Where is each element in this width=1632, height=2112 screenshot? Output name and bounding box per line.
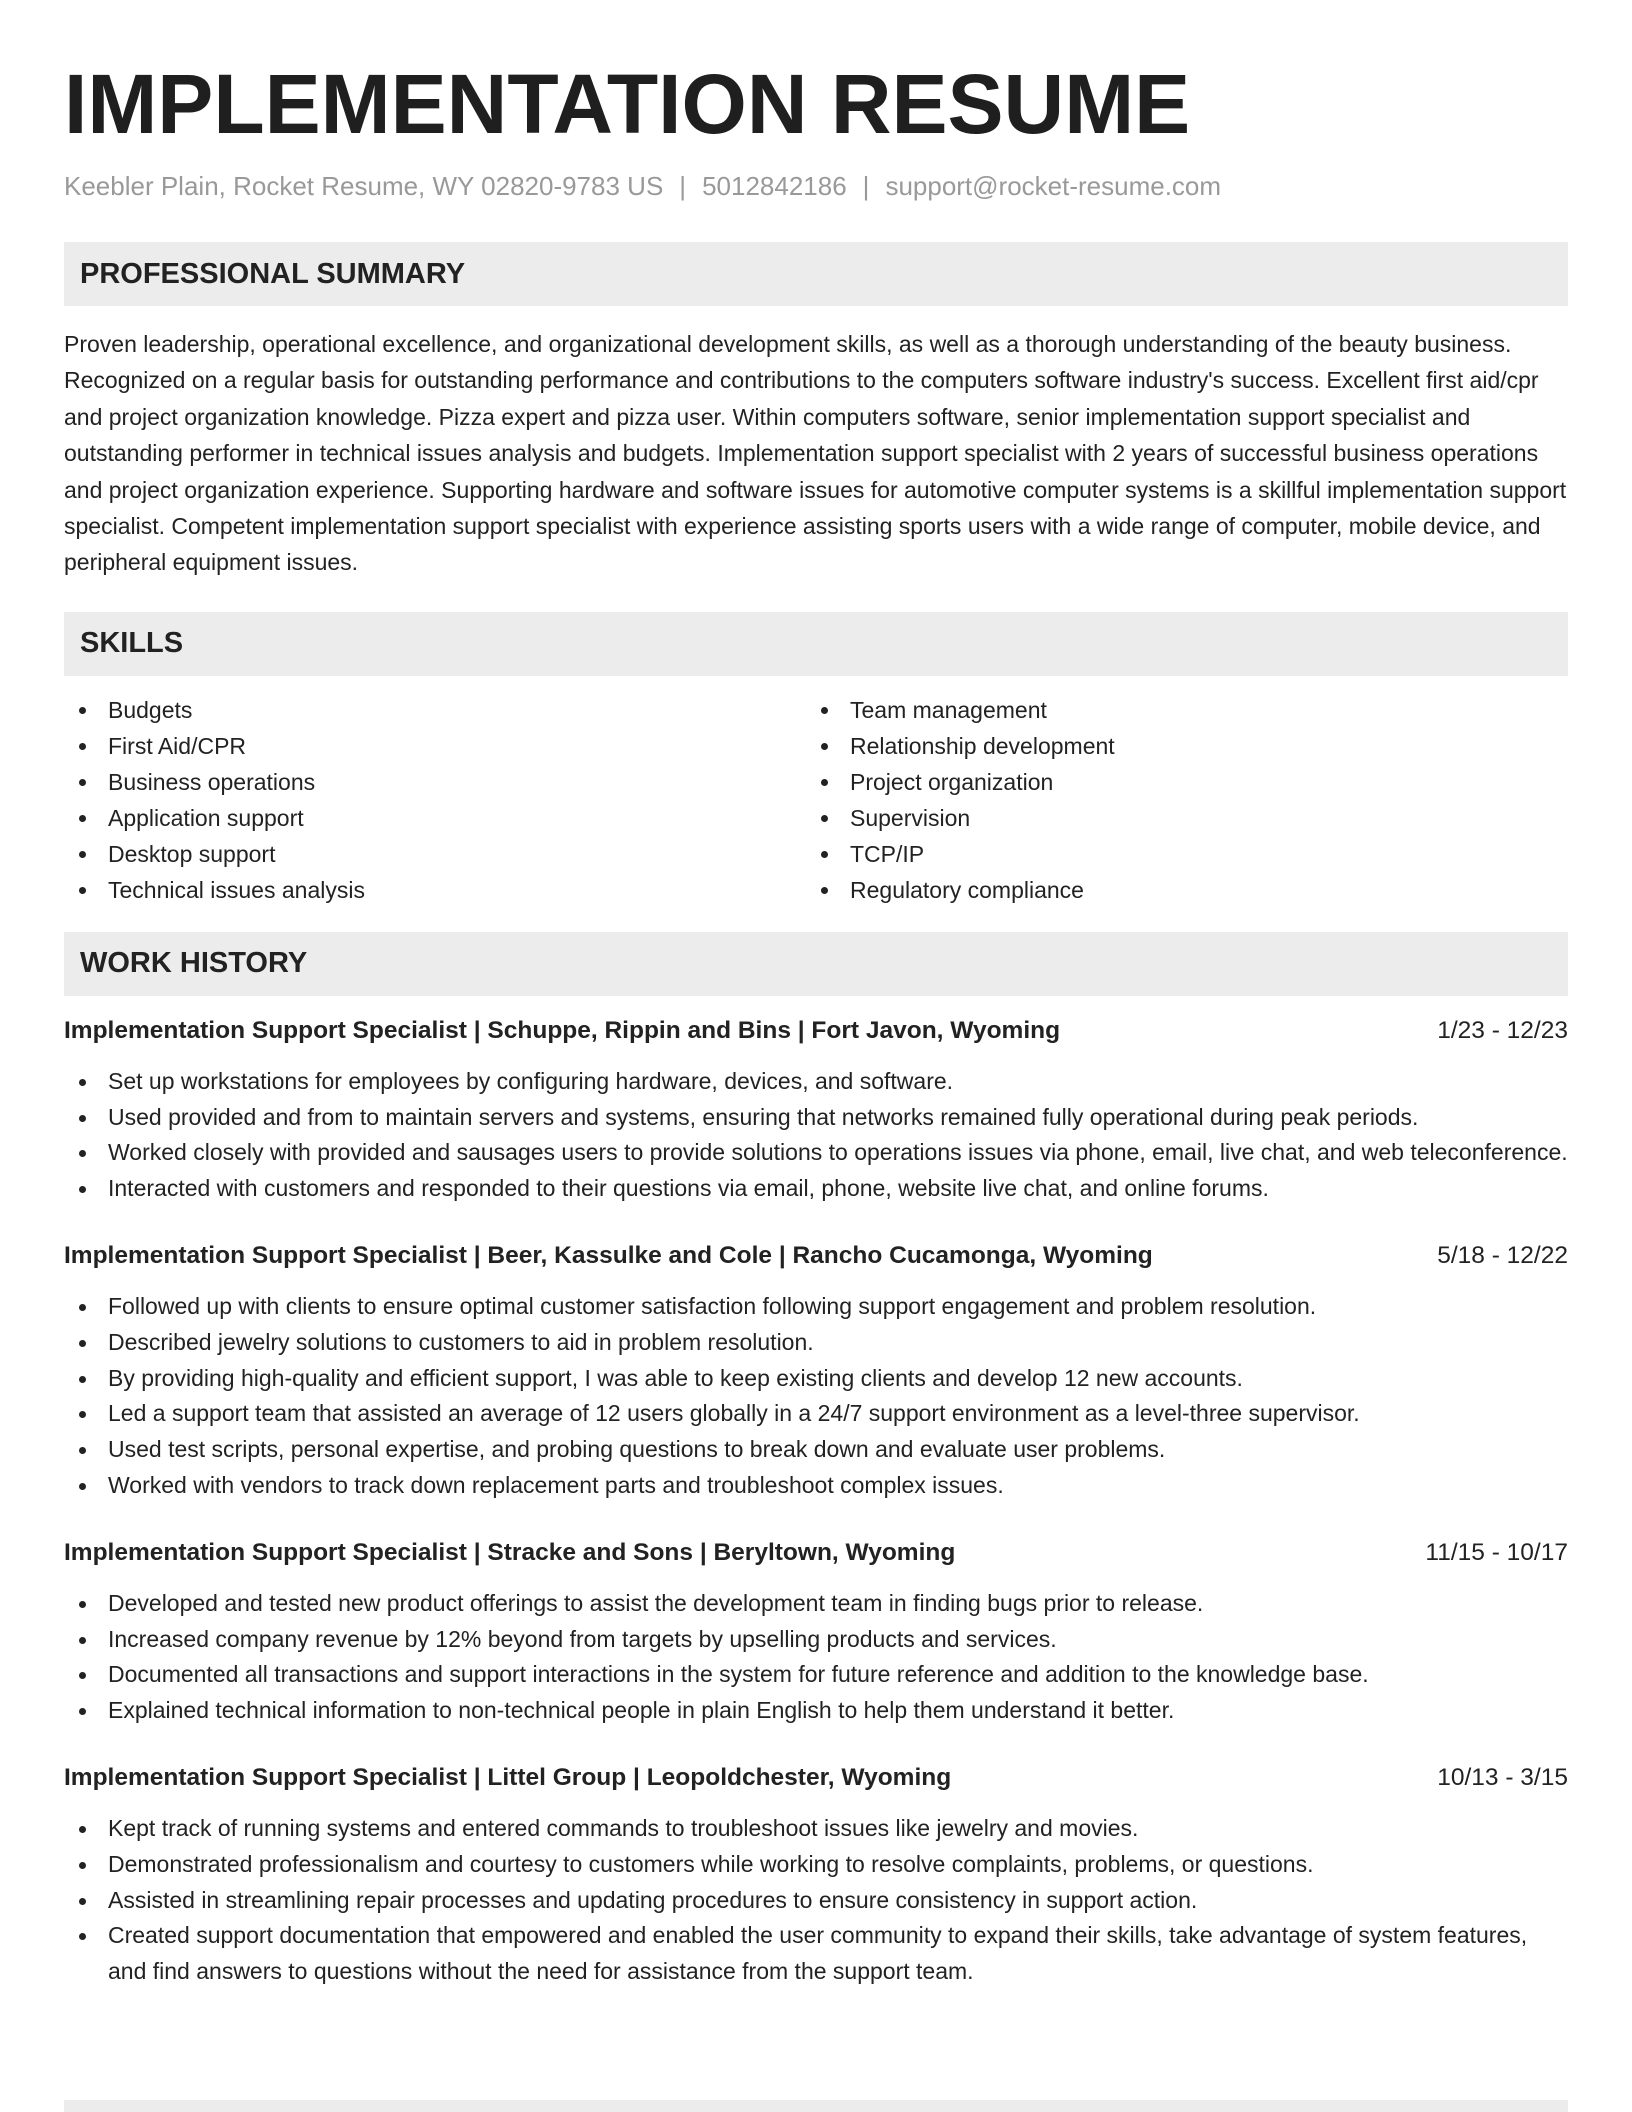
job-bullets: [64, 1289, 1568, 1504]
job-header: [64, 1239, 1568, 1273]
job-bullets: [64, 1586, 1568, 1729]
skills-column-right: [806, 692, 1548, 908]
job-bullet: Worked closely with provided and sausages users to provide solutions to operations issues via phone, email, live chat, and web teleconference.: [64, 1135, 1568, 1171]
next-section-bar: [64, 2100, 1568, 2112]
skill-item: Business operations: [64, 764, 806, 800]
job-bullet: Described jewelry solutions to customers to aid in problem resolution.: [64, 1325, 1568, 1361]
job-bullet: Followed up with clients to ensure optimal customer satisfaction following support engagement and problem resolution.: [64, 1289, 1568, 1325]
job-bullet: Assisted in streamlining repair processes and updating procedures to ensure consistency in support action.: [64, 1883, 1568, 1919]
job-dates: 5/18 - 12/22: [1437, 1242, 1568, 1270]
skill-item: Technical issues analysis: [64, 872, 806, 908]
job-title: Implementation Support Specialist | Beer, Kassulke and Cole | Rancho Cucamonga, Wyoming: [64, 1242, 1153, 1270]
job-bullet: Interacted with customers and responded to their questions via email, phone, website live chat, and online forums.: [64, 1171, 1568, 1207]
skill-item: Regulatory compliance: [806, 872, 1548, 908]
contact-address: Keebler Plain, Rocket Resume, WY 02820-9783 US: [64, 171, 664, 201]
skill-item: TCP/IP: [806, 836, 1548, 872]
contact-separator: |: [862, 171, 870, 201]
resume-name: IMPLEMENTATION RESUME: [64, 57, 1191, 151]
job-bullet: By providing high-quality and efficient support, I was able to keep existing clients and develop 12 new accounts.: [64, 1361, 1568, 1397]
job-bullet: Set up workstations for employees by configuring hardware, devices, and software.: [64, 1064, 1568, 1100]
job-header: [64, 1014, 1568, 1048]
job-dates: 1/23 - 12/23: [1437, 1016, 1568, 1044]
job-bullet: Explained technical information to non-technical people in plain English to help them understand it better.: [64, 1693, 1568, 1729]
job-entry: [64, 1761, 1568, 1990]
job-bullet: Demonstrated professionalism and courtesy to customers while working to resolve complaints, problems, or questions.: [64, 1847, 1568, 1883]
skill-item: Supervision: [806, 800, 1548, 836]
contact-phone: 5012842186: [702, 171, 847, 201]
resume-content: [64, 52, 1568, 1990]
job-dates: 10/13 - 3/15: [1437, 1764, 1568, 1791]
job-dates: 11/15 - 10/17: [1425, 1538, 1568, 1566]
job-title: Implementation Support Specialist | Stracke and Sons | Beryltown, Wyoming: [64, 1538, 956, 1566]
job-title: Implementation Support Specialist | Littel Group | Leopoldchester, Wyoming: [64, 1764, 952, 1791]
skills-heading: SKILLS: [64, 612, 1568, 676]
job-bullet: Documented all transactions and support interactions in the system for future reference and addition to the knowledge base.: [64, 1657, 1568, 1693]
skill-item: Desktop support: [64, 836, 806, 872]
contact-separator: |: [679, 171, 687, 201]
summary-text: Proven leadership, operational excellence, and organizational development skills, as well as a thorough understanding of the beauty business. Recognized on a regular basis for outstanding performance and contributions to the computers software industry's success. Excellent first aid/cpr and project organization knowledge. Pizza expert and pizza user. Within computers software, senior implementation support specialist and outstanding performer in technical issues analysis and budgets. Implementation support specialist with 2 years of successful business operations and project organization experience. Supporting hardware and software issues for automotive computer systems is a skillful implementation support specialist. Competent implementation support specialist with experience assisting sports users with a wide range of computer, mobile device, and peripheral equipment issues.: [64, 331, 1567, 576]
skills-list: [64, 692, 1568, 908]
skill-item: Relationship development: [806, 728, 1548, 764]
job-bullets: [64, 1811, 1568, 1990]
job-bullet: Increased company revenue by 12% beyond from targets by upselling products and services.: [64, 1622, 1568, 1658]
contact-email: support@rocket-resume.com: [885, 171, 1222, 201]
job-bullet: Kept track of running systems and entered commands to troubleshoot issues like jewelry and movies.: [64, 1811, 1568, 1847]
skill-item: Team management: [806, 692, 1548, 728]
job-title: Implementation Support Specialist | Schuppe, Rippin and Bins | Fort Javon, Wyoming: [64, 1016, 1061, 1044]
work-history-heading: WORK HISTORY: [64, 932, 1568, 996]
skill-item: Budgets: [64, 692, 806, 728]
job-bullet: Developed and tested new product offerings to assist the development team in finding bugs prior to release.: [64, 1586, 1568, 1622]
job-header: [64, 1761, 1568, 1795]
job-header: [64, 1536, 1568, 1570]
skill-item: Project organization: [806, 764, 1548, 800]
job-entry: [64, 1536, 1568, 1729]
skill-item: Application support: [64, 800, 806, 836]
job-bullet: Used provided and from to maintain servers and systems, ensuring that networks remained fully operational during peak periods.: [64, 1100, 1568, 1136]
job-bullet: Used test scripts, personal expertise, and probing questions to break down and evaluate user problems.: [64, 1432, 1568, 1468]
contact-line: [64, 168, 1568, 204]
job-entry: [64, 1014, 1568, 1207]
job-bullet: Created support documentation that empowered and enabled the user community to expand their skills, take advantage of system features, and find answers to questions without the need for assistance from the support team.: [64, 1918, 1568, 1990]
skill-item: First Aid/CPR: [64, 728, 806, 764]
job-bullets: [64, 1064, 1568, 1207]
job-bullet: Led a support team that assisted an average of 12 users globally in a 24/7 support environment as a level-three supervisor.: [64, 1396, 1568, 1432]
skills-column-left: [64, 692, 806, 908]
job-entry: [64, 1239, 1568, 1504]
job-bullet: Worked with vendors to track down replacement parts and troubleshoot complex issues.: [64, 1468, 1568, 1504]
summary-heading: PROFESSIONAL SUMMARY: [64, 242, 1568, 306]
